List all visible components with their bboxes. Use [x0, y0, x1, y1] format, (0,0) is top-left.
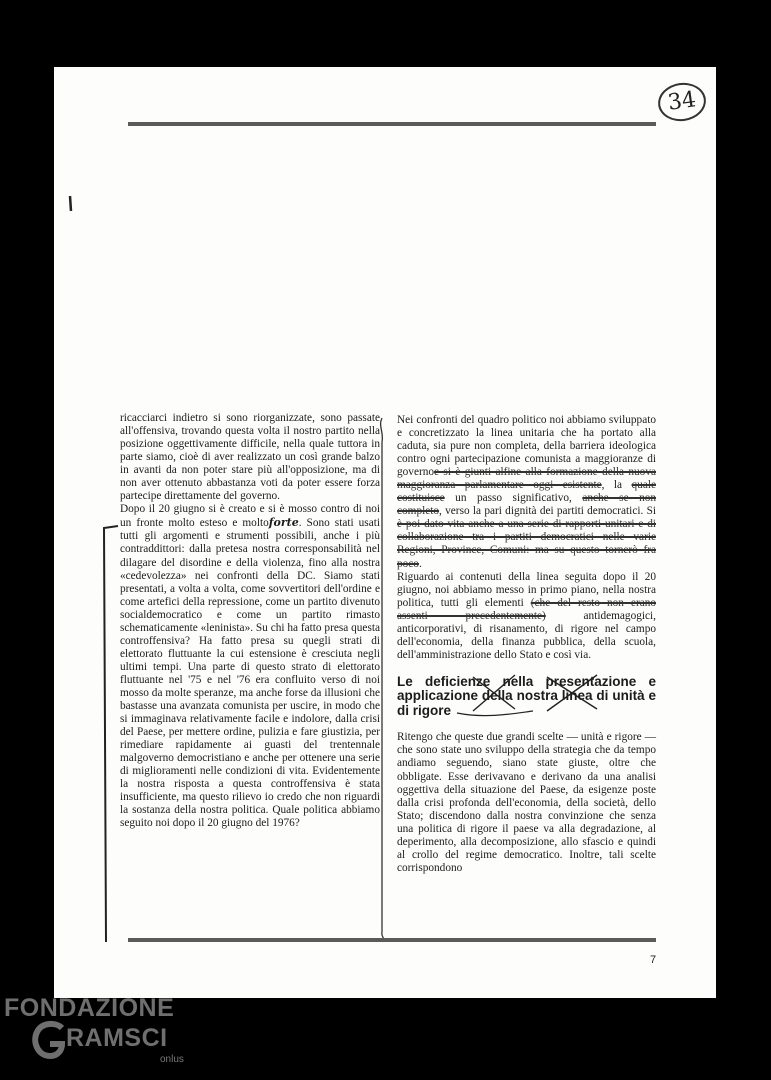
- paragraph: [120, 503, 380, 830]
- section-heading: [397, 675, 656, 719]
- text: Nei confronti del quadro politico noi abbiamo sviluppato e concretizzato la linea unitaria che ha portato alla caduta, sia pure non completa, della barriera ideologica contro ogni partecipazione comunista a maggioranze di governo: [397, 414, 656, 479]
- crossed-out-mark: [397, 669, 627, 721]
- watermark-g-icon: [32, 1020, 68, 1060]
- paragraph: ricacciarci indietro si sono riorganizzate, sono passate all'offensiva, trovando questa volta il nostro partito nella posizione oggettivamente difficile, nella quale tuttora in parte siamo, cioè di aver realizzato un così grande balzo in avanti da non poter stare più all'opposizione, ma di non aver ottenuto abbastanza voti da poter essere forza partecipe direttamente del governo.: [120, 412, 380, 503]
- watermark-logo: [4, 994, 204, 1080]
- watermark-line: FONDAZIONE: [4, 994, 175, 1022]
- top-rule: [128, 122, 656, 126]
- heading-text: Le deficienze nella presentazione e applicazione della nostra linea di unità e di rigore: [397, 673, 656, 718]
- paragraph-text: . Sono stati usati tutti gli argomenti e strumenti possibili, anche i più contraddittori: dalla pretesa nostra corresponsabilità nel dilagare del disordine e della violenza, fino alla nostra «cedevolezza» nei confronti della DC. Siamo stati presentati, a volta a volta, come sovvertitori dell'ordine e come artefici della repressione, come un partito divenuto socialdemocratico e come un partito rimasto schematicamente «leninista». Su chi ha fatto presa questa controffensiva? Ha fatto presa su quegli strati di elettorato fluttuante la cui estensione è cresciuta negli ultimi tempi. Una parte di questo strato di elettorato fluttuante nel '75 e nel '76 era confluito verso di noi mosso da molte speranze, ma anche forse da illusioni che bastasse una avanzata comunista per uscire, in modo che si immaginava relativamente facile e indolore, dalla crisi del Paese, per mettere ordine, pulizia e fare giustizia, per rimediare rapidamente ai guasti del trentennale malgoverno democristiano e anche per ottenere una serie di miglioramenti nelle condizioni di vita. Evidentemente la nostra risposta a questa controffensiva è stata insufficiente, ma questo rilievo io credo che non riguardi la sostanza della nostra politica. Quale politica abbiamo seguito noi dopo il 20 giugno del 1976?: [120, 517, 380, 830]
- text: , la: [601, 479, 623, 492]
- paragraph-text: Dopo il 20 giugno si è creato e si è mosso contro di noi un fronte molto esteso e molto: [120, 503, 380, 530]
- struck-text: quale costituisce: [397, 479, 656, 505]
- watermark-line: onlus: [160, 1054, 184, 1065]
- margin-tick-mark: [66, 195, 74, 213]
- page-folio: 7: [650, 954, 657, 966]
- text: antidemagogici, anticorporativi, di risanamento, di rigore nel campo dell'economia, della finanza pubblica, della scuola, dell'amministrazione dello Stato e così via.: [397, 609, 656, 661]
- text: , verso la pari dignità dei partiti democratici. Si: [439, 505, 656, 518]
- text: un passo significativo,: [444, 492, 572, 505]
- document-page: [54, 67, 716, 998]
- struck-text: anche se non completo: [397, 492, 657, 518]
- paragraph: [397, 571, 656, 662]
- watermark-line: RAMSCI: [66, 1024, 168, 1052]
- paragraph: Ritengo che queste due grandi scelte — unità e rigore — che sono state uno sviluppo della strategia che da tempo andiamo seguendo, siano state giuste, oltre che obbligate. Esse derivavano e derivano da una analisi oggettiva della situazione del Paese, da esigenze poste dalla crisi profonda dell'economia, della società, dello Stato; discendono dalla nostra convinzione che senza una politica di rigore il paese va alla degradazione, al deperimento, alla decomposizione, allo sfascio e quindi al crollo del regime democratico. Inoltre, tali scelte corrispondono: [397, 731, 656, 874]
- struck-text: è poi dato vita anche a una serie di rapporti unitari e di collaborazione tra i partiti democratici nelle varie Regioni, Province, Comuni: ma su questo tornerò fra poco: [397, 518, 656, 570]
- paragraph: [397, 414, 656, 571]
- struck-text: (che del resto non erano assenti precedentemente): [397, 596, 657, 622]
- margin-bracket-mark: [98, 522, 122, 947]
- bottom-rule: [128, 938, 656, 942]
- left-column: [120, 412, 380, 831]
- text: .: [418, 557, 422, 570]
- text: Riguardo ai contenuti della linea seguita dopo il 20 giugno, noi abbiamo messo in primo piano, nella nostra politica, tutti gli elementi: [397, 570, 656, 609]
- handwritten-page-number: 34: [656, 80, 709, 124]
- right-column: [397, 414, 656, 875]
- handwritten-insertion: forte: [268, 516, 299, 530]
- struck-text: e si è giunti alfine alla formazione della nuova maggioranza parlamentare oggi esistente: [397, 466, 656, 492]
